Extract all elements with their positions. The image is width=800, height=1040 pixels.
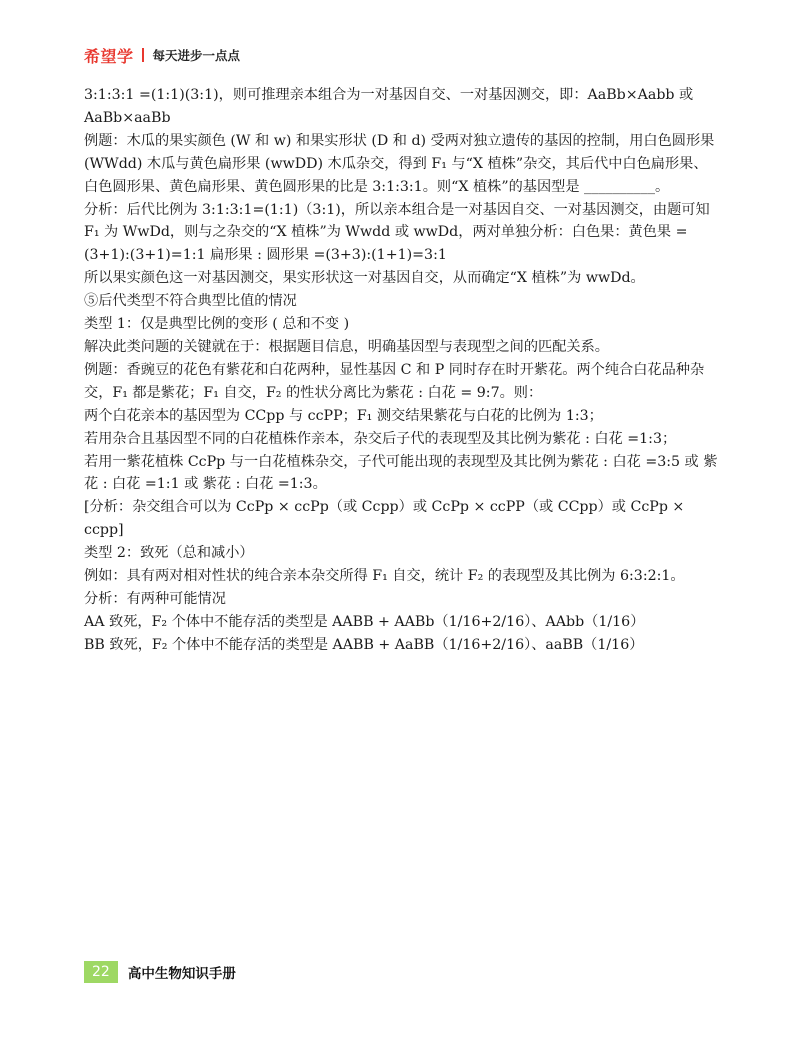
paragraph-purple-white-cross: 若用一紫花植株 CcPp 与一白花植株杂交，子代可能出现的表现型及其比例为紫花 : 白花 =3:5 或 紫花 : 白花 =1:1 或 紫花 : 白花 =1:3。 [84,453,718,493]
paragraph-cross-analysis: [分析：杂交组合可以为 CcPp × ccPp（或 Ccpp）或 CcPp × ccPP（或 CCpp）或 CcPp × ccpp] [84,499,685,539]
book-title: 高中生物知识手册 [127,966,236,982]
paragraph-example-sweetpea: 例题：香豌豆的花色有紫花和白花两种，显性基因 C 和 P 同时存在时开紫花。两个纯合白花品种杂交，F₁ 都是紫花；F₁ 自交，F₂ 的性状分离比为紫花 : 白花 = 9:7。则： [84,361,705,401]
paragraph-bb-lethal: BB 致死，F₂ 个体中不能存活的类型是 AABB + AaBB（1/16+2/16）、aaBB（1/16） [84,636,644,653]
brand-slogan: 每天进步一点点 [152,48,241,63]
paragraph-example-lethal: 例如：具有两对相对性状的纯合亲本杂交所得 F₁ 自交，统计 F₂ 的表现型及其比例为 6:3:2:1。 [84,568,685,585]
paragraph-aa-lethal: AA 致死，F₂ 个体中不能存活的类型是 AABB + AABb（1/16+2/16）、AAbb（1/16） [84,613,645,630]
page-number: 22 [84,961,118,983]
page-header [84,40,240,70]
paragraph-analysis-lethal: 分析：有两种可能情况 [84,590,226,607]
subheading-type-1: 类型 1：仅是典型比例的变形 ( 总和不变 ) [84,316,350,333]
header-divider [142,48,144,62]
paragraph-heterozygous-white: 若用杂合且基因型不同的白花植株作亲本，杂交后子代的表现型及其比例为紫花 : 白花 =1:3； [84,430,677,447]
section-heading-atypical-ratios: ⑤后代类型不符合典型比值的情况 [84,293,297,310]
paragraph-conclusion-papaya: 所以果实颜色这一对基因测交，果实形状这一对基因自交，从而确定“X 植株”为 wwDd。 [84,270,645,287]
subheading-type-2: 类型 2：致死（总和减小） [84,545,254,562]
document-body [84,84,720,657]
brand-logo: 希望学 [84,46,134,66]
paragraph-parent-genotypes: 两个白花亲本的基因型为 CCpp 与 ccPP；F₁ 测交结果紫花与白花的比例为 1:3； [84,407,603,424]
page-footer [84,961,236,983]
paragraph-analysis-papaya: 分析：后代比例为 3:1:3:1=(1:1)（3:1)，所以亲本组合是一对基因自交、一对基因测交，由题可知 F₁ 为 WwDd，则与之杂交的“X 植株”为 Wwdd 或 wwDd，两对单独分析：白色果：黄色果 =(3+1):(3+1)=1:1 扁形果 : 圆形果 =(3+3):(1+1)=3:1 [84,201,710,264]
paragraph-key-method: 解决此类问题的关键就在于：根据题目信息，明确基因型与表现型之间的匹配关系。 [84,338,609,355]
paragraph-ratio-conclusion: 3:1:3:1 =(1:1)(3:1)，则可推理亲本组合为一对基因自交、一对基因测交，即：AaBb×Aabb 或 AaBb×aaBb [84,87,694,126]
paragraph-example-papaya: 例题：木瓜的果实颜色 (W 和 w) 和果实形状 (D 和 d) 受两对独立遗传的基因的控制，用白色圆形果 (WWdd) 木瓜与黄色扁形果 (wwDD) 木瓜杂交，得到 F₁ 与“X 植株”杂交，其后代中白色扁形果、白色圆形果、黄色扁形果、黄色圆形果的比是 3:1:3:1。则“X 植株”的基因型是 __________。 [84,132,715,195]
